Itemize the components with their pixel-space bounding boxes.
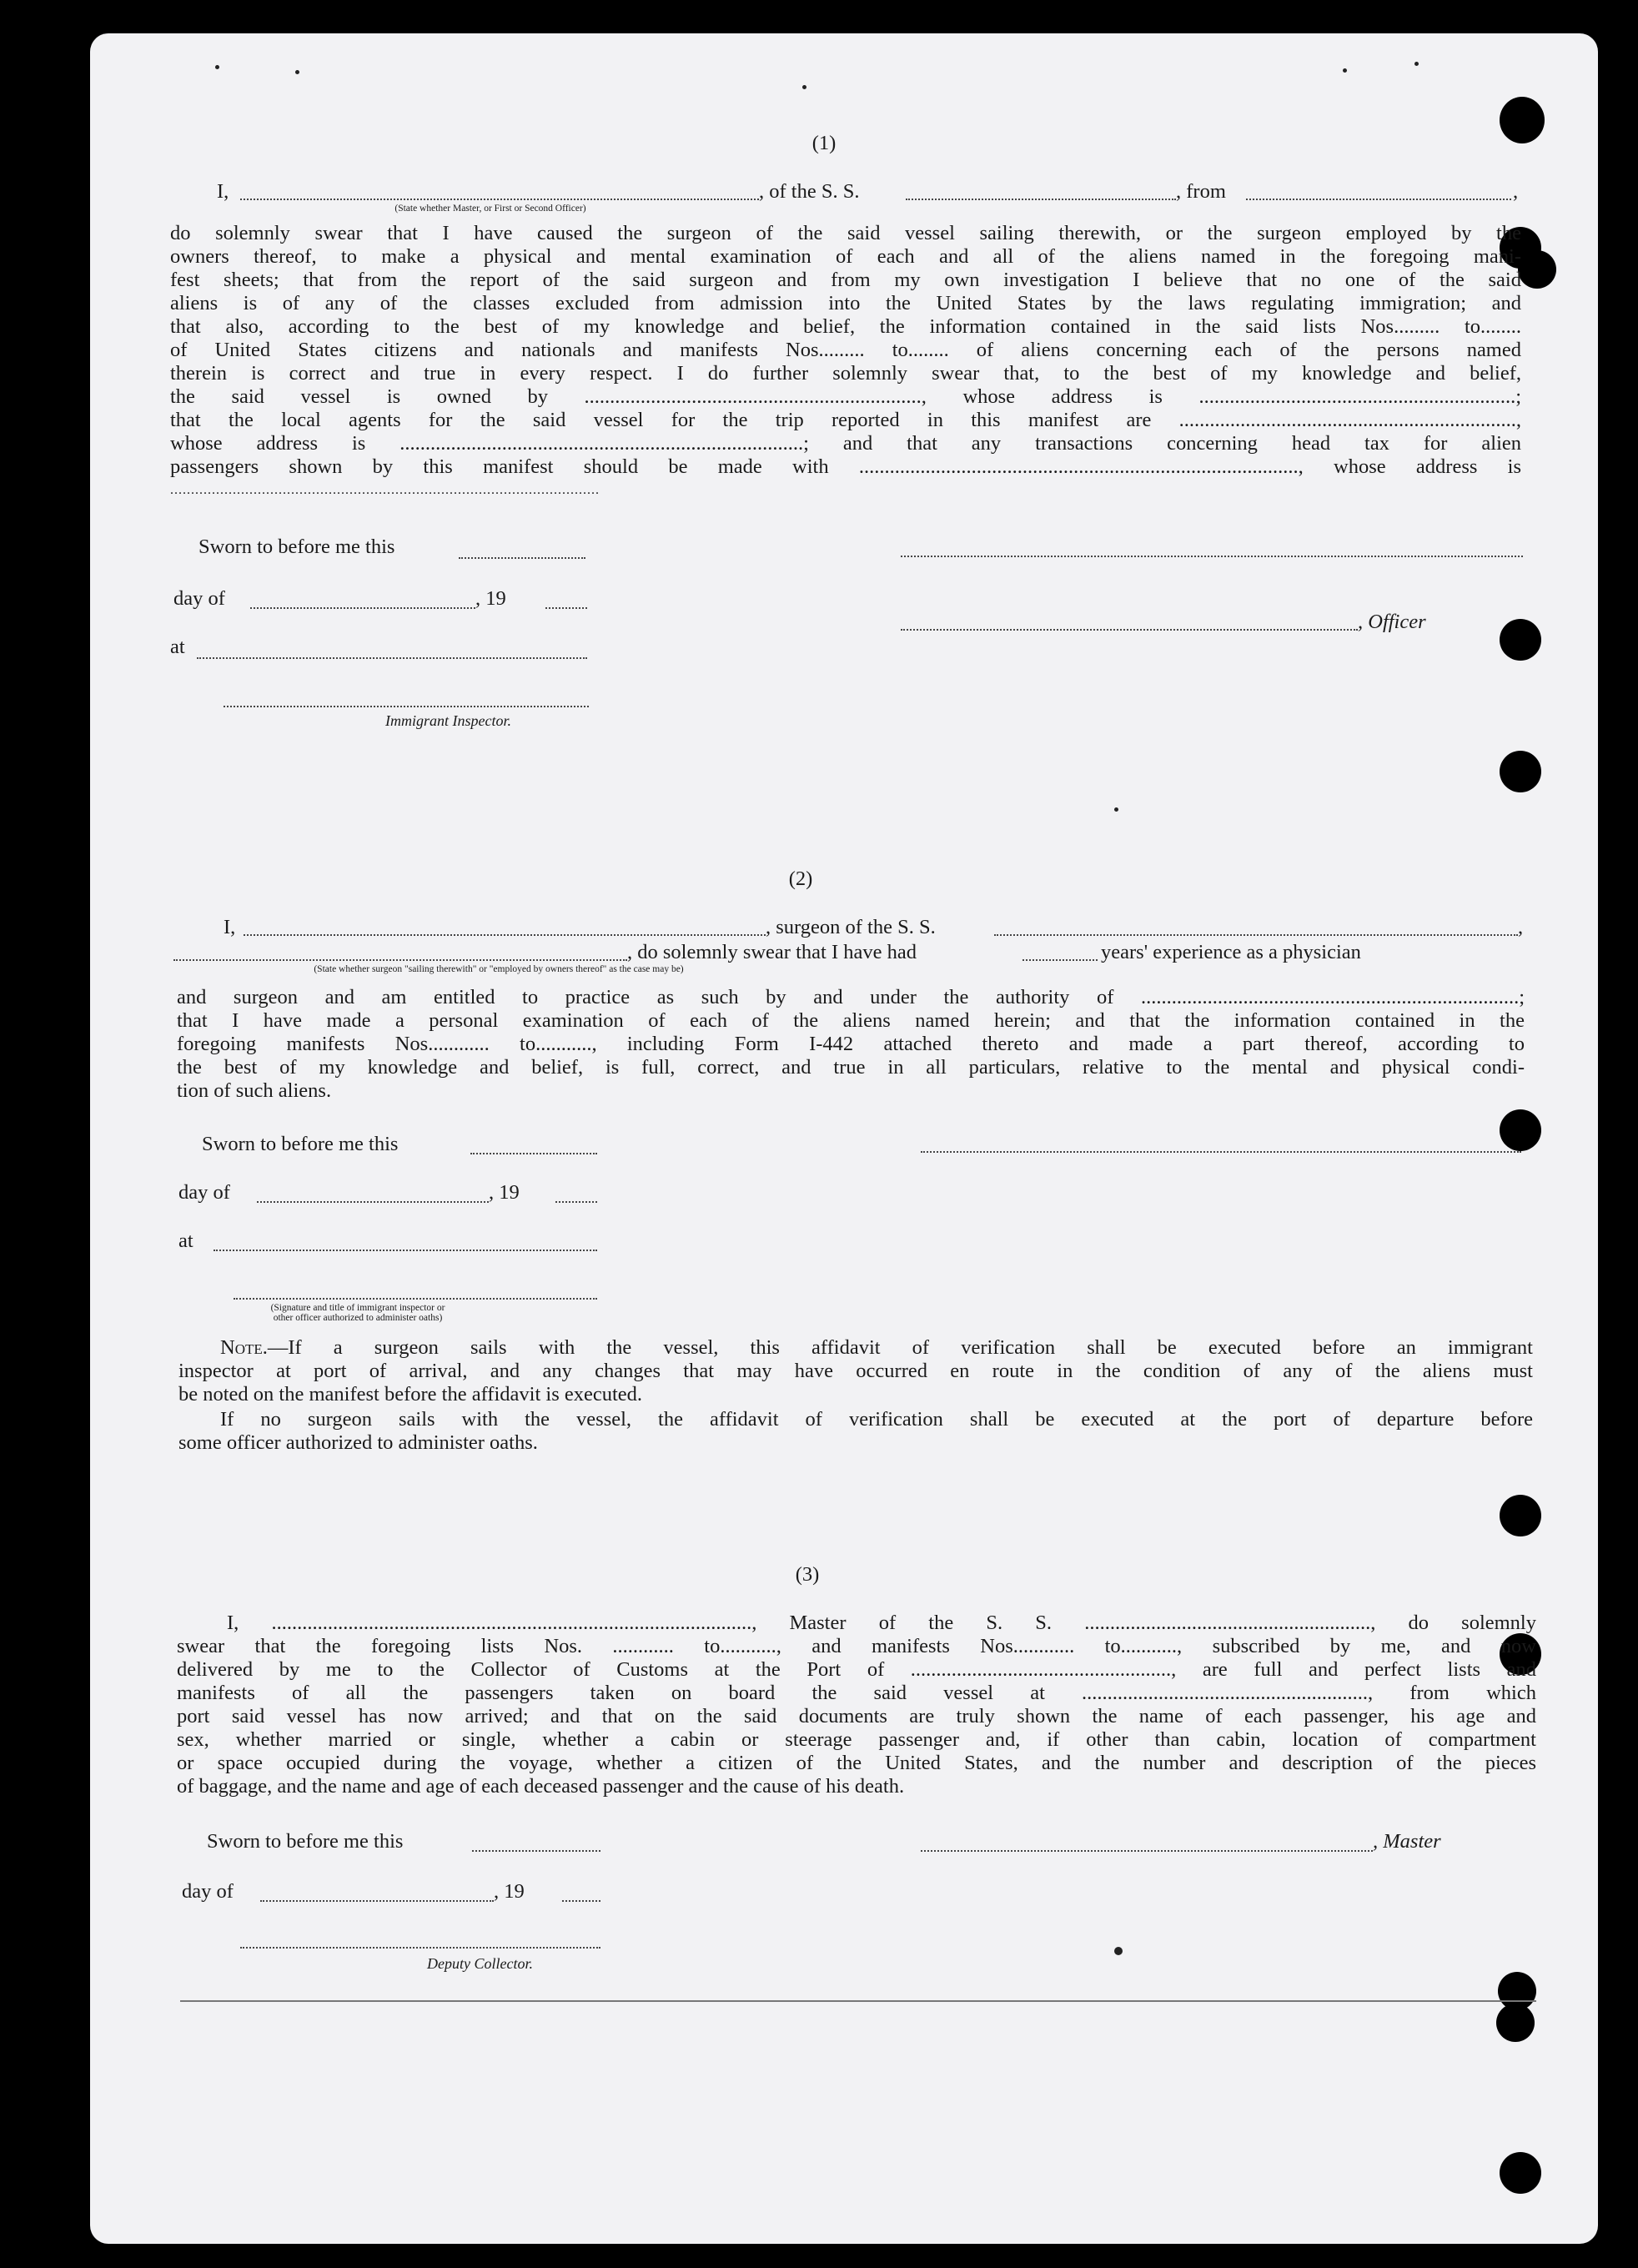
s3-line-8: of baggage, and the name and age of each deceased passenger and the cause of his death. (177, 1775, 905, 1798)
bottom-rule (180, 2000, 1536, 2002)
document-sheet (90, 33, 1598, 2244)
s1-day-of-label: day of (173, 587, 225, 610)
s1-officer-signature-field[interactable] (901, 556, 1523, 557)
s2-surgeon-label: , surgeon of the S. S. (766, 916, 936, 938)
s1-at-field[interactable] (197, 657, 587, 659)
s3-year-field[interactable] (562, 1900, 600, 1902)
s3-line-6: sex, whether married or single, whether a cabin or steerage passenger and, if other than cabin, location of compartment (177, 1728, 1536, 1751)
s1-officer-title-field[interactable] (901, 629, 1358, 631)
s2-note-line-2: inspector at port of arrival, and any changes that may have occurred en route in the condition of any of the aliens must (178, 1360, 1533, 1382)
note-text-1: —If a surgeon sails with the vessel, this affidavit of verification shall be executed before an immigrant (267, 1336, 1533, 1359)
s2-line-1: and surgeon and am entitled to practice as such by and under the authority of ..........................................................................; (177, 986, 1525, 1008)
ink-speck (802, 85, 806, 89)
s1-sworn-day-field[interactable] (459, 557, 585, 559)
s2-surgeon-signature-field[interactable] (921, 1151, 1521, 1153)
s2-at-field[interactable] (214, 1250, 597, 1251)
of-ss-label: , of the S. S. (759, 180, 860, 203)
s1-line-11: passengers shown by this manifest should be made with ......................................................................................, whose address is (170, 455, 1521, 478)
s3-line-5: port said vessel has now arrived; and that on the said documents are truly shown the name of each passenger, his age and (177, 1705, 1536, 1727)
punch-hole (1500, 2152, 1541, 2194)
s1-officer-label: , Officer (1358, 611, 1426, 633)
punch-hole (1496, 2004, 1535, 2042)
s2-swear-label: , do solemnly swear that I have had (627, 941, 917, 963)
s1-line-9: that the local agents for the said vessel for the trip reported in this manifest are .................................................................., (170, 409, 1521, 431)
s2-surgeon-type-field[interactable] (173, 959, 627, 961)
s1-line-6: of United States citizens and nationals and manifests Nos......... to........ of aliens concerning each of the persons named (170, 339, 1521, 361)
ink-speck (215, 65, 219, 69)
s3-sworn-label: Sworn to before me this (207, 1830, 404, 1853)
officer-rank-field[interactable] (240, 199, 759, 200)
s1-inspector-signature-field[interactable] (224, 706, 589, 707)
ink-speck (1414, 62, 1419, 66)
s3-year-label: , 19 (494, 1880, 525, 1903)
s3-line-1: I, .............................................................................................., Master of the S. S. ........................................................, do solemnly (227, 1612, 1536, 1634)
s2-sworn-day-field[interactable] (470, 1153, 597, 1154)
from-field[interactable] (1246, 199, 1511, 200)
ink-speck (1114, 1947, 1123, 1955)
s2-signature-note-2: other officer authorized to administer oaths) (273, 1313, 443, 1323)
s1-year-field[interactable] (545, 607, 587, 609)
s1-line-3: fest sheets; that from the report of the said surgeon and from my own investigation I believe that no one of the said (170, 269, 1521, 291)
s3-line-4: manifests of all the passengers taken on board the said vessel at ........................................................, from which (177, 1682, 1536, 1704)
s2-note-line-5: some officer authorized to administer oaths. (178, 1431, 538, 1454)
s1-month-field[interactable] (250, 607, 475, 609)
s2-at-label: at (178, 1230, 193, 1252)
s3-day-of-label: day of (182, 1880, 234, 1903)
s2-line-4: the best of my knowledge and belief, is full, correct, and true in all particulars, relative to the mental and physical condi- (177, 1056, 1525, 1079)
s1-line-10: whose address is ...............................................................................; and that any transactions concerning head tax for alien (170, 432, 1521, 455)
s3-master-label: , Master (1373, 1830, 1441, 1853)
s1-line-8: the said vessel is owned by .................................................................., whose address is ..............................................................; (170, 385, 1521, 408)
s3-collector-signature-field[interactable] (240, 1947, 600, 1949)
s2-officer-signature-field[interactable] (234, 1298, 597, 1300)
s1-line-4: aliens is of any of the classes excluded from admission into the United States by the laws regulating immigration; and (170, 292, 1521, 314)
s3-collector-label: Deputy Collector. (427, 1955, 533, 1972)
section-1-number: (1) (811, 132, 837, 154)
s2-line-5: tion of such aliens. (177, 1079, 332, 1102)
s2-day-of-label: day of (178, 1181, 230, 1204)
s1-at-label: at (170, 636, 185, 658)
officer-rank-note: (State whether Master, or First or Second Officer) (394, 204, 586, 214)
punch-hole (1500, 1109, 1541, 1151)
s2-line-2: that I have made a personal examination of each of the aliens named herein; and that the information contained in the (177, 1009, 1525, 1032)
s3-line-7: or space occupied during the voyage, whether a citizen of the United States, and the number and description of the pieces (177, 1752, 1536, 1774)
s2-surgeon-type-note: (State whether surgeon "sailing therewith" or "employed by owners thereof" as the case may be) (314, 964, 684, 974)
s1-line-2: owners thereof, to make a physical and mental examination of each and all of the aliens named in the foregoing mani- (170, 245, 1521, 268)
vessel-name-field[interactable] (906, 199, 1176, 200)
s3-master-signature-field[interactable] (921, 1850, 1373, 1852)
punch-hole (1500, 97, 1545, 143)
section-3-number: (3) (795, 1563, 820, 1586)
s2-note-line-3: be noted on the manifest before the affidavit is executed. (178, 1383, 643, 1406)
s2-opening-i: I, (224, 916, 236, 938)
s2-years-label: years' experience as a physician (1101, 941, 1361, 963)
ink-speck (1343, 68, 1347, 73)
s2-line-3: foregoing manifests Nos............ to..........., including Form I-442 attached thereto and made a part thereof, according to (177, 1033, 1525, 1055)
punch-hole (1500, 619, 1541, 661)
note-heading: Note. (220, 1336, 268, 1359)
s1-year-label: , 19 (475, 587, 506, 610)
s2-years-field[interactable] (1022, 959, 1098, 961)
s2-year-field[interactable] (555, 1201, 597, 1203)
s1-sworn-label: Sworn to before me this (198, 536, 395, 558)
s2-year-label: , 19 (489, 1181, 520, 1204)
s3-line-3: delivered by me to the Collector of Customs at the Port of ..................................................., are full and perfect lists and (177, 1658, 1536, 1681)
s1-line-7: therein is correct and true in every respect. I do further solemnly swear that, to the best of my knowledge and belief, (170, 362, 1521, 385)
s2-vessel-field[interactable] (994, 934, 1518, 936)
s2-surgeon-name-field[interactable] (244, 934, 766, 936)
s2-note-line-1 (220, 1336, 1533, 1360)
section-2-number: (2) (788, 867, 813, 890)
s2-note-line-4: If no surgeon sails with the vessel, the affidavit of verification shall be executed at the port of departure before (220, 1408, 1533, 1431)
s1-inspector-label: Immigrant Inspector. (385, 712, 511, 729)
punch-hole (1518, 250, 1556, 289)
ink-speck (1114, 807, 1118, 812)
s2-sworn-label: Sworn to before me this (202, 1133, 399, 1155)
ink-speck (295, 70, 299, 74)
s1-line-12: ....................................................................................................... (170, 483, 600, 497)
s2-month-field[interactable] (257, 1201, 489, 1203)
s1-line-1: do solemnly swear that I have caused the surgeon of the said vessel sailing therewith, or the surgeon employed by the (170, 222, 1521, 244)
s3-sworn-day-field[interactable] (472, 1850, 600, 1852)
s1-line-5: that also, according to the best of my knowledge and belief, the information contained in the said lists Nos......... to........ (170, 315, 1521, 338)
punch-hole (1500, 1495, 1541, 1536)
opening-end: , (1513, 180, 1519, 203)
opening-i: I, (217, 180, 229, 203)
s2-signature-note-1: (Signature and title of immigrant inspector or (270, 1303, 445, 1313)
s3-line-2: swear that the foregoing lists Nos. ............ to..........., and manifests Nos............ to..........., subscribed by me, and now (177, 1635, 1536, 1657)
s3-month-field[interactable] (260, 1900, 494, 1902)
s2-opening-end: , (1518, 916, 1524, 938)
punch-hole (1500, 751, 1541, 792)
from-label: , from (1176, 180, 1226, 203)
